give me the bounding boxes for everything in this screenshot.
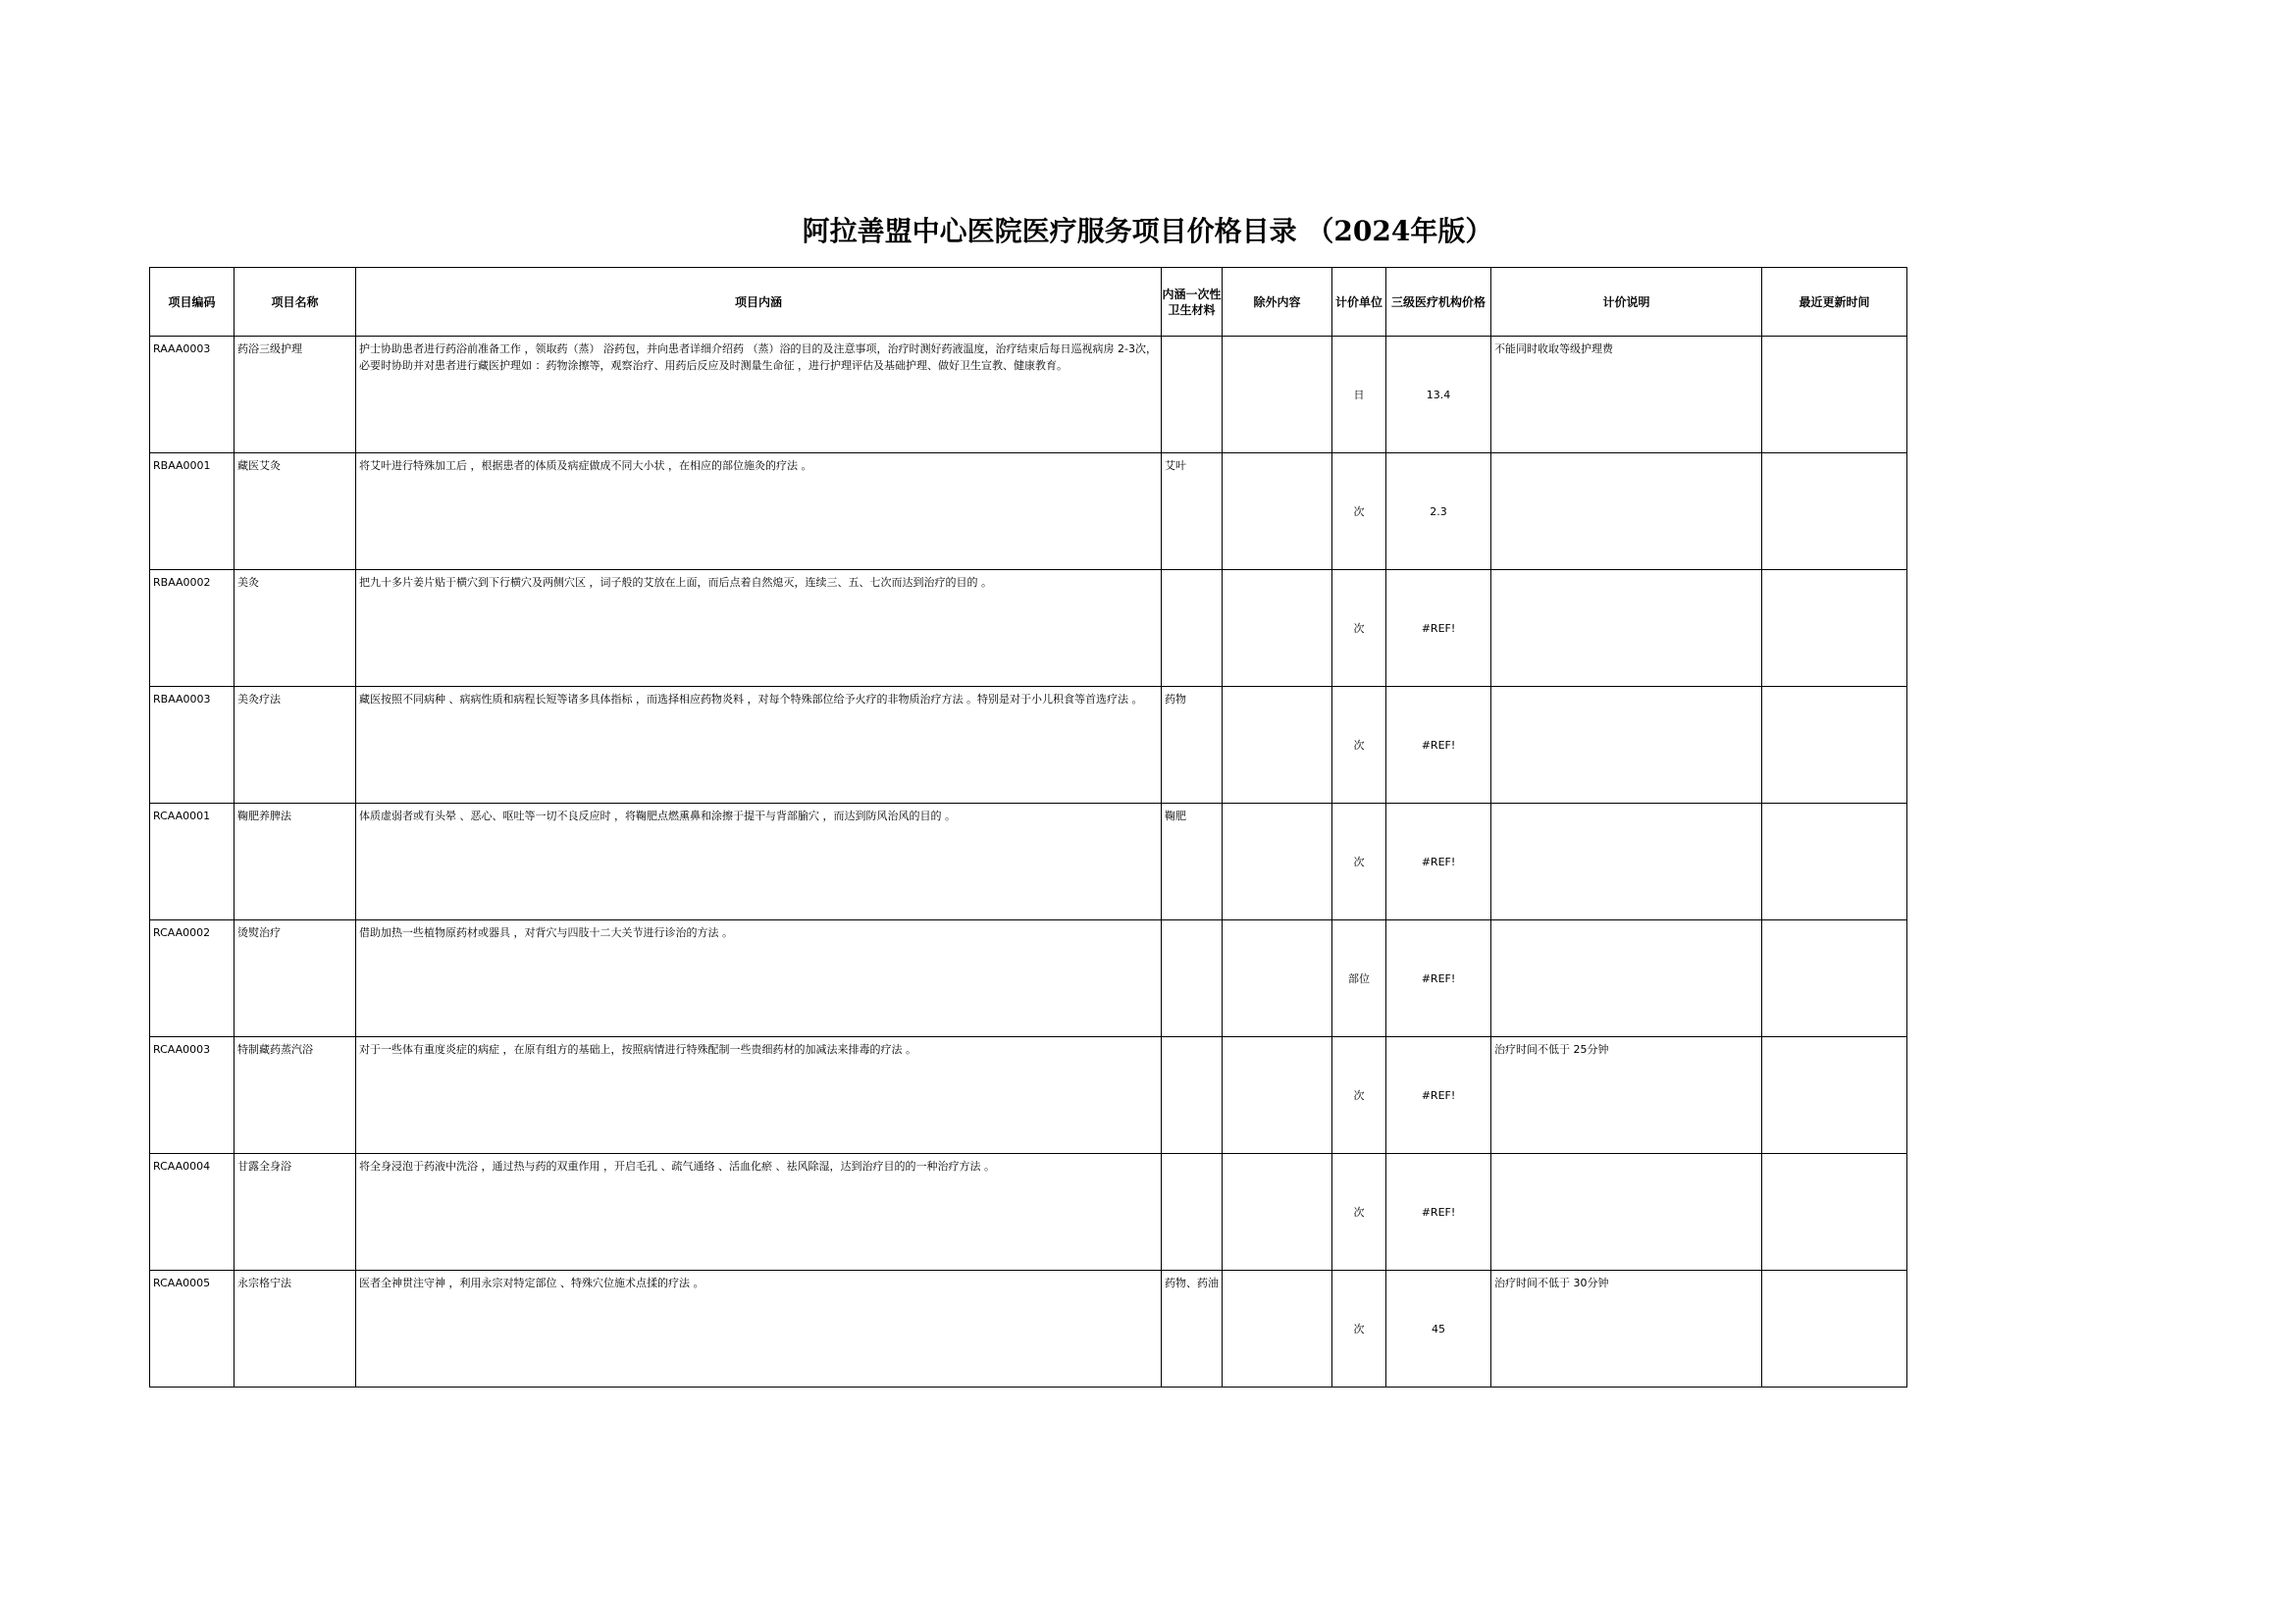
cell-name: 永宗格宁法 <box>235 1271 356 1388</box>
cell-code: RBAA0002 <box>150 570 235 687</box>
cell-note: 治疗时间不低于 25分钟 <box>1491 1037 1762 1154</box>
cell-name: 甘露全身浴 <box>235 1154 356 1271</box>
cell-exclude <box>1223 337 1332 453</box>
cell-content: 把九十多片姜片贴于横穴到下行横穴及两侧穴区 ，词子般的艾放在上面，而后点着自然熄灭，连续三、五、七次而达到治疗的目的 。 <box>356 570 1162 687</box>
cell-exclude <box>1223 1271 1332 1388</box>
cell-updated <box>1762 570 1907 687</box>
cell-exclude <box>1223 687 1332 804</box>
cell-updated <box>1762 804 1907 920</box>
table-body <box>150 337 1907 1388</box>
cell-unit: 次 <box>1332 687 1386 804</box>
cell-material <box>1162 337 1223 453</box>
cell-note <box>1491 570 1762 687</box>
cell-updated <box>1762 920 1907 1037</box>
cell-price: #REF! <box>1386 687 1491 804</box>
cell-unit: 日 <box>1332 337 1386 453</box>
cell-unit: 次 <box>1332 1154 1386 1271</box>
cell-exclude <box>1223 570 1332 687</box>
header-price: 三级医疗机构价格 <box>1386 268 1491 337</box>
cell-material: 艾叶 <box>1162 453 1223 570</box>
cell-code: RBAA0003 <box>150 687 235 804</box>
cell-exclude <box>1223 804 1332 920</box>
cell-updated <box>1762 687 1907 804</box>
cell-note <box>1491 1154 1762 1271</box>
cell-exclude <box>1223 920 1332 1037</box>
cell-unit: 次 <box>1332 1037 1386 1154</box>
cell-code: RAAA0003 <box>150 337 235 453</box>
cell-note <box>1491 920 1762 1037</box>
cell-name: 烫熨治疗 <box>235 920 356 1037</box>
cell-content: 医者全神贯注守神 ，利用永宗对特定部位 、特殊穴位施术点揉的疗法 。 <box>356 1271 1162 1388</box>
cell-note: 治疗时间不低于 30分钟 <box>1491 1271 1762 1388</box>
cell-code: RCAA0001 <box>150 804 235 920</box>
header-material: 内涵一次性卫生材料 <box>1162 268 1223 337</box>
cell-material <box>1162 1037 1223 1154</box>
cell-material: 鞠肥 <box>1162 804 1223 920</box>
table-row <box>150 453 1907 570</box>
cell-price: 2.3 <box>1386 453 1491 570</box>
cell-exclude <box>1223 453 1332 570</box>
table-row <box>150 570 1907 687</box>
table-row <box>150 920 1907 1037</box>
cell-name: 药浴三级护理 <box>235 337 356 453</box>
table-row <box>150 1154 1907 1271</box>
cell-note: 不能同时收取等级护理费 <box>1491 337 1762 453</box>
cell-content: 体质虚弱者或有头晕 、恶心、呕吐等一切不良反应时 ，将鞠肥点燃熏鼻和涂擦于提干与背部腧穴 ，而达到防风治风的目的 。 <box>356 804 1162 920</box>
cell-name: 特制藏药蒸汽浴 <box>235 1037 356 1154</box>
cell-content: 藏医按照不同病种 、病病性质和病程长短等诸多具体指标 ，而选择相应药物炎料 ，对每个特殊部位给予火疗的非物质治疗方法 。特别是对于小儿积食等首选疗法 。 <box>356 687 1162 804</box>
cell-name: 美灸 <box>235 570 356 687</box>
header-unit: 计价单位 <box>1332 268 1386 337</box>
document-title: 阿拉善盟中心医院医疗服务项目价格目录 （2024年版） <box>802 215 1493 247</box>
cell-updated <box>1762 1037 1907 1154</box>
cell-price: 13.4 <box>1386 337 1491 453</box>
cell-content: 将全身浸泡于药液中洗浴 ，通过热与药的双重作用 ，开启毛孔 、疏气通络 、活血化瘀 、祛风除湿，达到治疗目的的一种治疗方法 。 <box>356 1154 1162 1271</box>
cell-code: RCAA0005 <box>150 1271 235 1388</box>
cell-content: 对于一些体有重度炎症的病症 ，在原有组方的基础上，按照病情进行特殊配制一些贵细药材的加减法来排毒的疗法 。 <box>356 1037 1162 1154</box>
header-code: 项目编码 <box>150 268 235 337</box>
cell-name: 藏医艾灸 <box>235 453 356 570</box>
table-header-row <box>150 268 1907 337</box>
table-row <box>150 1037 1907 1154</box>
cell-updated <box>1762 1271 1907 1388</box>
cell-material <box>1162 570 1223 687</box>
cell-note <box>1491 804 1762 920</box>
cell-unit: 次 <box>1332 453 1386 570</box>
cell-note <box>1491 453 1762 570</box>
header-name: 项目名称 <box>235 268 356 337</box>
cell-unit: 次 <box>1332 1271 1386 1388</box>
table-row <box>150 804 1907 920</box>
header-exclude: 除外内容 <box>1223 268 1332 337</box>
table-row <box>150 337 1907 453</box>
cell-content: 护士协助患者进行药浴前准备工作 ，领取药（蒸） 浴药包，并向患者详细介绍药 （蒸）浴的目的及注意事项，治疗时测好药液温度，治疗结束后每日巡视病房 2-3次，必要时协助并对患者进行藏医护理如 ：药物涂擦等，观察治疗、用药后反应及时测量生命征 ，进行护理评估及基础护理、做好卫生宣教、健康教育。 <box>356 337 1162 453</box>
cell-content: 借助加热一些植物原药材或器具 ，对背穴与四肢十二大关节进行诊治的方法 。 <box>356 920 1162 1037</box>
cell-content: 将艾叶进行特殊加工后 ，根据患者的体质及病症做成不同大小状 ，在相应的部位施灸的疗法 。 <box>356 453 1162 570</box>
cell-name: 美灸疗法 <box>235 687 356 804</box>
cell-price: #REF! <box>1386 804 1491 920</box>
cell-material: 药物、药油 <box>1162 1271 1223 1388</box>
cell-code: RBAA0001 <box>150 453 235 570</box>
cell-price: #REF! <box>1386 920 1491 1037</box>
cell-material <box>1162 1154 1223 1271</box>
cell-updated <box>1762 1154 1907 1271</box>
cell-code: RCAA0004 <box>150 1154 235 1271</box>
cell-price: 45 <box>1386 1271 1491 1388</box>
cell-unit: 次 <box>1332 570 1386 687</box>
cell-unit: 部位 <box>1332 920 1386 1037</box>
cell-price: #REF! <box>1386 1037 1491 1154</box>
cell-name: 鞠肥养脾法 <box>235 804 356 920</box>
cell-note <box>1491 687 1762 804</box>
cell-updated <box>1762 453 1907 570</box>
cell-exclude <box>1223 1154 1332 1271</box>
header-note: 计价说明 <box>1491 268 1762 337</box>
cell-exclude <box>1223 1037 1332 1154</box>
table-row <box>150 687 1907 804</box>
cell-price: #REF! <box>1386 570 1491 687</box>
table-row <box>150 1271 1907 1388</box>
header-content: 项目内涵 <box>356 268 1162 337</box>
cell-price: #REF! <box>1386 1154 1491 1271</box>
cell-material <box>1162 920 1223 1037</box>
cell-material: 药物 <box>1162 687 1223 804</box>
cell-code: RCAA0003 <box>150 1037 235 1154</box>
cell-code: RCAA0002 <box>150 920 235 1037</box>
cell-updated <box>1762 337 1907 453</box>
price-table <box>149 267 1907 1388</box>
header-updated: 最近更新时间 <box>1762 268 1907 337</box>
cell-unit: 次 <box>1332 804 1386 920</box>
